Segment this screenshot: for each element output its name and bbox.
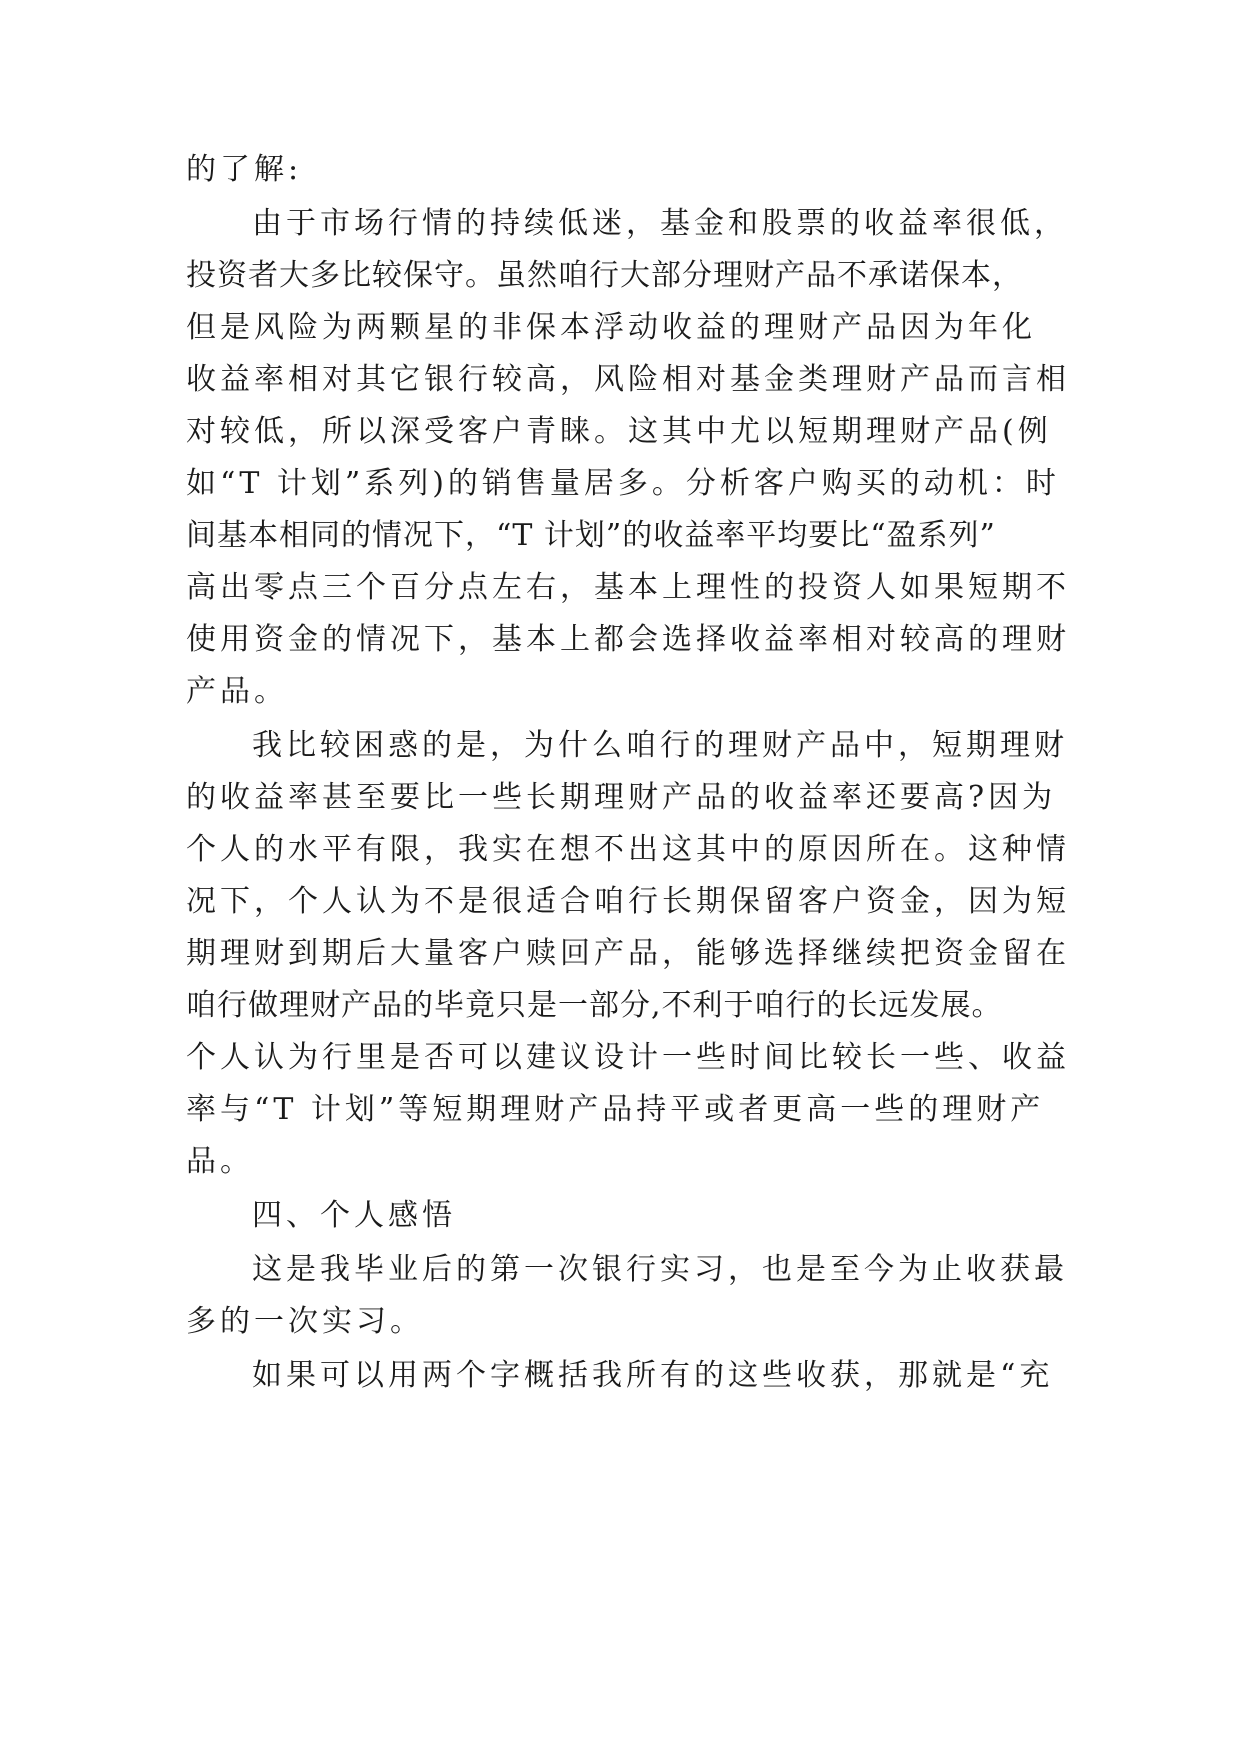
text-line: 个人的水平有限，我实在想不出这其中的原因所在。这种情	[186, 832, 1070, 867]
text-line: 但是风险为两颗星的非保本浮动收益的理财产品因为年化	[186, 310, 1036, 345]
text-line: 收益率相对其它银行较高，风险相对基金类理财产品而言相	[186, 362, 1070, 397]
section-heading: 四、个人感悟	[252, 1198, 456, 1233]
text-line: 由于市场行情的持续低迷，基金和股票的收益率很低，	[252, 206, 1068, 241]
text-line: 高出零点三个百分点左右，基本上理性的投资人如果短期不	[186, 570, 1070, 605]
text-line: 咱行做理财产品的毕竟只是一部分,不利于咱行的长远发展。	[186, 988, 1003, 1023]
text-line: 个人认为行里是否可以建议设计一些时间比较长一些、收益	[186, 1040, 1070, 1075]
text-line: 我比较困惑的是，为什么咱行的理财产品中，短期理财	[252, 728, 1068, 763]
text-line: 率与“T 计划”等短期理财产品持平或者更高一些的理财产	[186, 1092, 1045, 1127]
text-line: 如“T 计划”系列)的销售量居多。分析客户购买的动机：时	[186, 466, 1060, 501]
text-line: 使用资金的情况下，基本上都会选择收益率相对较高的理财	[186, 622, 1070, 657]
text-line: 对较低，所以深受客户青睐。这其中尤以短期理财产品(例	[186, 414, 1052, 449]
text-line: 如果可以用两个字概括我所有的这些收获，那就是“充	[252, 1358, 1054, 1393]
text-line: 投资者大多比较保守。虽然咱行大部分理财产品不承诺保本，	[186, 258, 1023, 293]
text-line: 品。	[186, 1144, 254, 1179]
text-line: 多的一次实习。	[186, 1304, 424, 1339]
text-line: 间基本相同的情况下，“T 计划”的收益率平均要比“盈系列”	[186, 518, 996, 553]
text-line: 的收益率甚至要比一些长期理财产品的收益率还要高?因为	[186, 780, 1057, 815]
text-line: 的了解:	[186, 152, 303, 187]
text-line: 期理财到期后大量客户赎回产品，能够选择继续把资金留在	[186, 936, 1070, 971]
text-line: 这是我毕业后的第一次银行实习，也是至今为止收获最	[252, 1252, 1068, 1287]
text-line: 产品。	[186, 674, 288, 709]
text-line: 况下，个人认为不是很适合咱行长期保留客户资金，因为短	[186, 884, 1070, 919]
